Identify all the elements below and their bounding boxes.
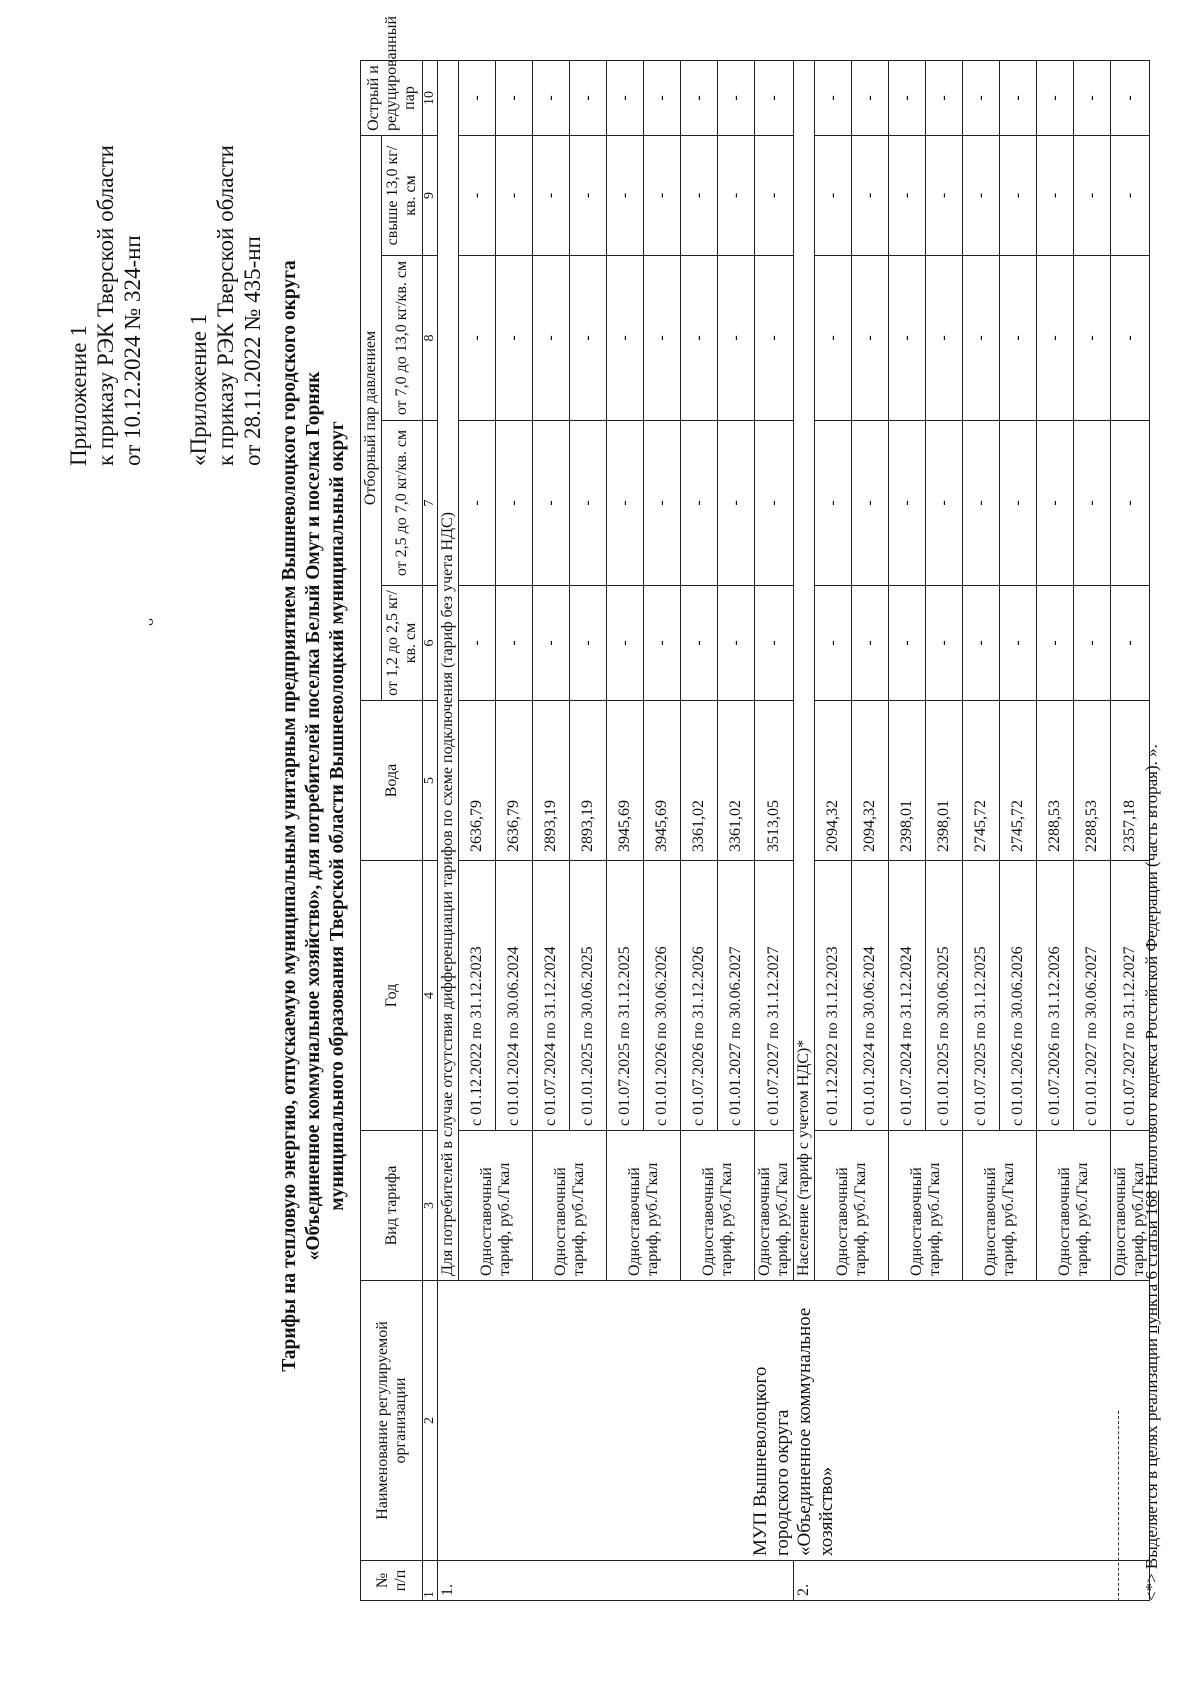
empty-value-cell: -	[926, 61, 963, 136]
water-tariff-cell: 2745,72	[963, 701, 1000, 861]
empty-value-cell: -	[718, 136, 755, 256]
column-number-row	[423, 61, 438, 1601]
empty-value-cell: -	[815, 256, 852, 421]
water-tariff-cell: 2636,79	[459, 701, 496, 861]
empty-value-cell: -	[1074, 61, 1111, 136]
column-number: 3	[423, 1131, 438, 1281]
empty-value-cell: -	[496, 136, 533, 256]
scan-mark: ᴗ	[140, 618, 157, 626]
period-cell: с 01.01.2027 по 30.06.2027	[1074, 861, 1111, 1131]
empty-value-cell: -	[570, 136, 607, 256]
empty-value-cell: -	[718, 61, 755, 136]
empty-value-cell: -	[681, 61, 718, 136]
empty-value-cell: -	[533, 586, 570, 701]
empty-value-cell: -	[1111, 136, 1150, 256]
water-tariff-cell: 3945,69	[644, 701, 681, 861]
empty-value-cell: -	[607, 586, 644, 701]
empty-value-cell: -	[815, 136, 852, 256]
empty-value-cell: -	[1000, 421, 1037, 586]
empty-value-cell: -	[1000, 256, 1037, 421]
empty-value-cell: -	[681, 256, 718, 421]
header-steam-group: Отборный пар давлением	[361, 136, 382, 701]
empty-value-cell: -	[533, 256, 570, 421]
column-number: 5	[423, 701, 438, 861]
empty-value-cell: -	[607, 421, 644, 586]
period-cell: с 01.07.2024 по 31.12.2024	[533, 861, 570, 1131]
empty-value-cell: -	[644, 136, 681, 256]
water-tariff-cell: 2288,53	[1037, 701, 1074, 861]
title-line: Тарифы на тепловую энергию, отпускаемую муниципальным унитарным предприятием Вышневолоцкого городского округа	[279, 260, 300, 1372]
period-cell: с 01.01.2027 по 30.06.2027	[718, 861, 755, 1131]
period-cell: с 01.07.2025 по 31.12.2025	[607, 861, 644, 1131]
title-line: муниципального образования Тверской области Вышневолоцкий муниципальный округ	[327, 421, 348, 1211]
empty-value-cell: -	[852, 136, 889, 256]
empty-value-cell: -	[963, 421, 1000, 586]
empty-value-cell: -	[815, 586, 852, 701]
water-tariff-cell: 2636,79	[496, 701, 533, 861]
empty-value-cell: -	[1074, 586, 1111, 701]
tariff-table-body	[438, 61, 1150, 1601]
appendix-line: от 10.12.2024 № 324-нп	[120, 235, 145, 466]
water-tariff-cell: 2745,72	[1000, 701, 1037, 861]
period-cell: с 01.01.2026 по 30.06.2026	[1000, 861, 1037, 1131]
period-cell: с 01.01.2024 по 30.06.2024	[852, 861, 889, 1131]
empty-value-cell: -	[852, 256, 889, 421]
title-line: «Объединенное коммунальное хозяйство», для потребителей поселка Белый Омут и поселка Горняк	[303, 371, 324, 1261]
empty-value-cell: -	[963, 61, 1000, 136]
tariff-type-cell: Одноставочный тариф, руб./Гкал	[607, 1131, 681, 1281]
column-number: 9	[423, 136, 438, 256]
period-cell: с 01.01.2025 по 30.06.2025	[570, 861, 607, 1131]
tariff-type-cell: Одноставочный тариф, руб./Гкал	[963, 1131, 1037, 1281]
empty-value-cell: -	[1037, 586, 1074, 701]
appendix-line: от 28.11.2022 № 435-нп	[240, 236, 265, 466]
empty-value-cell: -	[1000, 136, 1037, 256]
period-cell: с 01.12.2022 по 31.12.2023	[815, 861, 852, 1131]
empty-value-cell: -	[815, 61, 852, 136]
empty-value-cell: -	[1000, 61, 1037, 136]
period-cell: с 01.01.2026 по 30.06.2026	[644, 861, 681, 1131]
header-year: Год	[361, 861, 423, 1131]
empty-value-cell: -	[755, 136, 794, 256]
empty-value-cell: -	[644, 421, 681, 586]
empty-value-cell: -	[889, 421, 926, 586]
empty-value-cell: -	[644, 61, 681, 136]
tariff-type-cell: Одноставочный тариф, руб./Гкал	[815, 1131, 889, 1281]
tariff-type-cell: Одноставочный тариф, руб./Гкал	[889, 1131, 963, 1281]
column-number: 7	[423, 421, 438, 586]
empty-value-cell: -	[963, 256, 1000, 421]
header-no: № п/п	[361, 1561, 423, 1601]
section-number: 1.	[438, 1561, 794, 1601]
empty-value-cell: -	[607, 136, 644, 256]
footnote-divider	[1118, 1411, 1119, 1601]
empty-value-cell: -	[607, 61, 644, 136]
period-cell: с 01.12.2022 по 31.12.2023	[459, 861, 496, 1131]
tariff-table	[360, 15, 1150, 1601]
empty-value-cell: -	[1111, 421, 1150, 586]
header-sharp-steam: Острый и редуцированный пар	[361, 61, 423, 136]
footnote	[1142, 744, 1162, 1601]
empty-value-cell: -	[1074, 136, 1111, 256]
empty-value-cell: -	[755, 256, 794, 421]
header-pressure-1: от 1,2 до 2,5 кг/кв. см	[382, 586, 423, 701]
period-cell: с 01.07.2026 по 31.12.2026	[681, 861, 718, 1131]
header-tariff-type: Вид тарифа	[361, 1131, 423, 1281]
empty-value-cell: -	[1111, 256, 1150, 421]
empty-value-cell: -	[496, 586, 533, 701]
water-tariff-cell: 3513,05	[755, 701, 794, 861]
section-title: Население (тариф с учетом НДС)*	[794, 61, 815, 1281]
column-number: 4	[423, 861, 438, 1131]
tariff-type-cell: Одноставочный тариф, руб./Гкал	[755, 1131, 794, 1281]
empty-value-cell: -	[926, 256, 963, 421]
empty-value-cell: -	[926, 586, 963, 701]
appendix-line: к приказу РЭК Тверской области	[93, 145, 118, 466]
empty-value-cell: -	[459, 136, 496, 256]
empty-value-cell: -	[718, 421, 755, 586]
empty-value-cell: -	[459, 256, 496, 421]
empty-value-cell: -	[681, 136, 718, 256]
empty-value-cell: -	[889, 586, 926, 701]
water-tariff-cell: 2094,32	[815, 701, 852, 861]
empty-value-cell: -	[718, 586, 755, 701]
footnote-text-end: Налогового кодекса Российской Федерации (часть вторая). ».	[1142, 744, 1161, 1191]
section-row	[438, 61, 459, 1601]
empty-value-cell: -	[1037, 421, 1074, 586]
document-title	[278, 86, 350, 1546]
empty-value-cell: -	[459, 61, 496, 136]
empty-value-cell: -	[755, 586, 794, 701]
empty-value-cell: -	[644, 256, 681, 421]
water-tariff-cell: 2398,01	[926, 701, 963, 861]
footnote-link: пункта 6 статьи 168	[1142, 1190, 1161, 1334]
water-tariff-cell: 3945,69	[607, 701, 644, 861]
section-title: Для потребителей в случае отсутствия дифференциации тарифов по схеме подключения (тариф без учета НДС)	[438, 61, 459, 1281]
empty-value-cell: -	[889, 61, 926, 136]
empty-value-cell: -	[926, 421, 963, 586]
empty-value-cell: -	[852, 61, 889, 136]
water-tariff-cell: 2893,19	[533, 701, 570, 861]
appendix-line: Приложение 1	[66, 325, 91, 466]
empty-value-cell: -	[852, 421, 889, 586]
empty-value-cell: -	[496, 421, 533, 586]
organization-name: МУП Вышневолоцкого городского округа «Объединенное коммунальное хозяйство»	[438, 1281, 1150, 1561]
empty-value-cell: -	[1000, 586, 1037, 701]
empty-value-cell: -	[926, 136, 963, 256]
empty-value-cell: -	[570, 421, 607, 586]
header-pressure-2: от 2,5 до 7,0 кг/кв. см	[382, 421, 423, 586]
empty-value-cell: -	[1111, 61, 1150, 136]
empty-value-cell: -	[570, 256, 607, 421]
appendix-line: к приказу РЭК Тверской области	[213, 145, 238, 466]
empty-value-cell: -	[459, 586, 496, 701]
column-number: 2	[423, 1281, 438, 1561]
empty-value-cell: -	[644, 586, 681, 701]
water-tariff-cell: 2288,53	[1074, 701, 1111, 861]
period-cell: с 01.07.2027 по 31.12.2027	[755, 861, 794, 1131]
tariff-type-cell: Одноставочный тариф, руб./Гкал	[1037, 1131, 1111, 1281]
empty-value-cell: -	[681, 421, 718, 586]
section-number: 2.	[794, 1561, 1150, 1601]
period-cell: с 01.01.2024 по 30.06.2024	[496, 861, 533, 1131]
empty-value-cell: -	[889, 256, 926, 421]
tariff-type-cell: Одноставочный тариф, руб./Гкал	[1111, 1131, 1150, 1281]
tariff-type-cell: Одноставочный тариф, руб./Гкал	[681, 1131, 755, 1281]
period-cell: с 01.07.2024 по 31.12.2024	[889, 861, 926, 1131]
water-tariff-cell: 2094,32	[852, 701, 889, 861]
empty-value-cell: -	[570, 61, 607, 136]
empty-value-cell: -	[718, 256, 755, 421]
column-number: 8	[423, 256, 438, 421]
header-water: Вода	[361, 701, 423, 861]
header-pressure-4: свыше 13,0 кг/кв. см	[382, 136, 423, 256]
water-tariff-cell: 2398,01	[889, 701, 926, 861]
empty-value-cell: -	[533, 136, 570, 256]
empty-value-cell: -	[459, 421, 496, 586]
column-number: 6	[423, 586, 438, 701]
empty-value-cell: -	[533, 421, 570, 586]
empty-value-cell: -	[1037, 256, 1074, 421]
empty-value-cell: -	[496, 256, 533, 421]
empty-value-cell: -	[607, 256, 644, 421]
empty-value-cell: -	[1037, 61, 1074, 136]
empty-value-cell: -	[570, 586, 607, 701]
previous-appendix-block	[185, 145, 266, 466]
empty-value-cell: -	[533, 61, 570, 136]
empty-value-cell: -	[496, 61, 533, 136]
column-number: 10	[423, 61, 438, 136]
period-cell: с 01.07.2027 по 31.12.2027	[1111, 861, 1150, 1131]
empty-value-cell: -	[852, 586, 889, 701]
footnote-text: <*> Выделяется в целях реализации	[1142, 1333, 1161, 1601]
empty-value-cell: -	[755, 61, 794, 136]
column-number: 1	[423, 1561, 438, 1601]
tariff-type-cell: Одноставочный тариф, руб./Гкал	[459, 1131, 533, 1281]
water-tariff-cell: 2357,18	[1111, 701, 1150, 861]
period-cell: с 01.07.2025 по 31.12.2025	[963, 861, 1000, 1131]
period-cell: с 01.01.2025 по 30.06.2025	[926, 861, 963, 1131]
water-tariff-cell: 3361,02	[718, 701, 755, 861]
tariff-type-cell: Одноставочный тариф, руб./Гкал	[533, 1131, 607, 1281]
appendix-line: «Приложение 1	[186, 313, 211, 466]
water-tariff-cell: 2893,19	[570, 701, 607, 861]
period-cell: с 01.07.2026 по 31.12.2026	[1037, 861, 1074, 1131]
empty-value-cell: -	[963, 136, 1000, 256]
header-pressure-3: от 7,0 до 13,0 кг/кв. см	[382, 256, 423, 421]
empty-value-cell: -	[755, 421, 794, 586]
empty-value-cell: -	[1074, 256, 1111, 421]
empty-value-cell: -	[1037, 136, 1074, 256]
empty-value-cell: -	[963, 586, 1000, 701]
empty-value-cell: -	[681, 586, 718, 701]
empty-value-cell: -	[1074, 421, 1111, 586]
empty-value-cell: -	[889, 136, 926, 256]
empty-value-cell: -	[815, 421, 852, 586]
appendix-block	[65, 145, 146, 466]
water-tariff-cell: 3361,02	[681, 701, 718, 861]
header-organization: Наименование регулируемой организации	[361, 1281, 423, 1561]
empty-value-cell: -	[1111, 586, 1150, 701]
